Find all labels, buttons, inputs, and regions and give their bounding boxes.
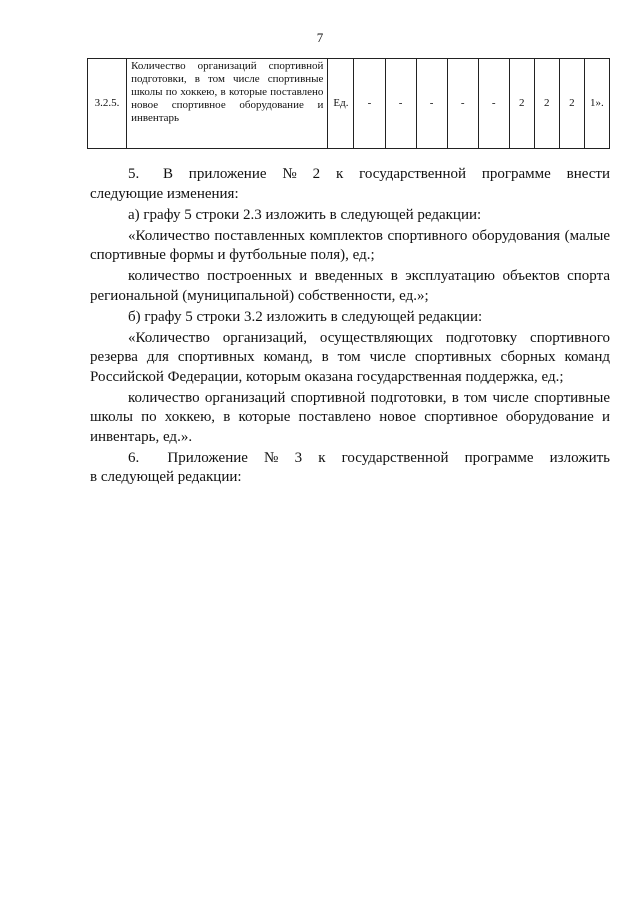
page-number: 7	[316, 30, 324, 45]
row-number-cell: 3.2.5.	[88, 59, 127, 149]
table-row	[88, 59, 610, 149]
paragraph-quote-4: количество организаций спортивной подготовки, в том числе спортивные школы по хоккею, в которые поставлено новое спортивное оборудование и инвентарь, ед.».	[90, 389, 610, 445]
paragraph-quote-2: количество построенных и введенных в эксплуатацию объектов спорта региональной (муниципальной) собственности, ед.»;	[90, 268, 610, 304]
document-body	[90, 165, 625, 489]
value-cell: -	[447, 59, 478, 149]
value-cell: 1».	[584, 59, 609, 149]
paragraph-subitem-a: а) графу 5 строки 2.3 изложить в следующей редакции:	[128, 206, 482, 223]
paragraph-quote-3: «Количество организаций, осуществляющих подготовку спортивного резерва для спортивных команд, в том числе спортивных сборных команд Российской Федерации, которым оказана государственная поддержка, ед.;	[90, 329, 610, 385]
paragraph-subitem-b: б) графу 5 строки 3.2 изложить в следующей редакции:	[128, 308, 483, 325]
value-cell: -	[354, 59, 385, 149]
row-name-cell: Количество организаций спортивной подготовки, в том числе спортивные школы по хоккею, в которые поставлено новое спортивное оборудование и инвентарь	[127, 59, 328, 149]
paragraph-item-6: 6. Приложение № 3 к государственной программе изложить в следующей редакции:	[90, 449, 625, 485]
paragraph-quote-1: «Количество поставленных комплектов спортивного оборудования (малые спортивные формы и футбольные поля), ед.;	[90, 227, 610, 263]
value-cell: 2	[509, 59, 534, 149]
value-cell: 2	[534, 59, 559, 149]
row-unit-cell: Ед.	[328, 59, 354, 149]
indicator-table	[87, 58, 610, 149]
value-cell: 2	[559, 59, 584, 149]
value-cell: -	[478, 59, 509, 149]
paragraph-item-5: 5. В приложение № 2 к государственной программе внести следующие изменения:	[90, 166, 614, 202]
value-cell: -	[385, 59, 416, 149]
value-cell: -	[416, 59, 447, 149]
